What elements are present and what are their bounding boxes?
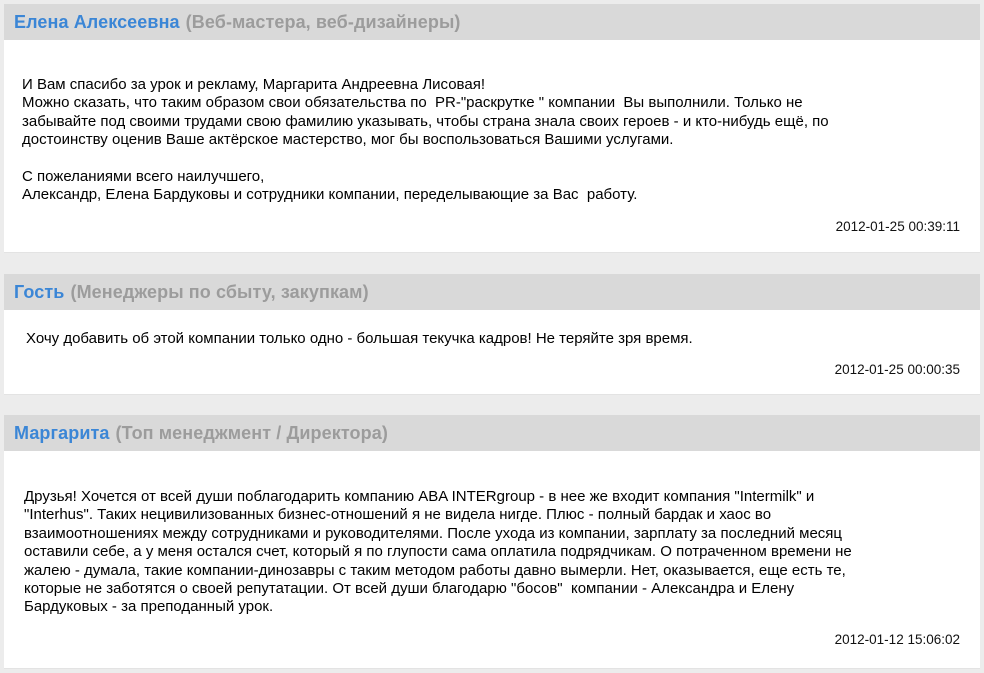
comment-header (4, 274, 980, 310)
comment-date: 2012-01-25 00:00:35 (834, 362, 960, 377)
comment-item (4, 4, 980, 253)
comment-author[interactable]: Маргарита (14, 422, 110, 443)
comment-date: 2012-01-12 15:06:02 (834, 632, 960, 647)
comment-text (4, 40, 980, 205)
comment-author[interactable]: Елена Алексеевна (14, 11, 180, 32)
comment-author-role: (Менеджеры по сбыту, закупкам) (70, 281, 369, 302)
comment-author[interactable]: Гость (14, 281, 65, 302)
comment-date: 2012-01-25 00:39:11 (835, 219, 960, 234)
comment-text (4, 451, 980, 617)
comment-author-role: (Веб-мастера, веб-дизайнеры) (185, 11, 461, 32)
comment-text-content: Хочу добавить об этой компании только одно - большая текучка кадров! Не теряйте зря время. (26, 330, 693, 347)
comment-text-content: Друзья! Хочется от всей души поблагодарить компанию ABA INTERgroup - в нее же входит компания "Intermilk" и "Interhus". Таких нецивилизованных бизнес-отношений я не видела нигде. Плюс - полный бардак и хаос во взаимоотношениях между сотрудниками и руководителями. После ухода из компании, зарплату за последний месяц оставили себе, а у меня остался счет, который я по глупости сама оплатила подрядчикам. О потраченном времени не жалею - думала, такие компании-динозавры с таким методом работы давно вымерли. Нет, оказывается, еще есть те, которые не заботятся о своей репутатации. От всей души благодарю "босов" компании - Александра и Елену Бардуковых - за преподанный урок. (24, 488, 852, 616)
comment-text-content: И Вам спасибо за урок и рекламу, Маргарита Андреевна Лисовая! Можно сказать, что таким образом свои обязательства по PR-"раскрутке " компании Вы выполнили. Только не забывайте под своими трудами свою фамилию указывать, чтобы страна знала своих героев - и кто-нибудь ещё, по достоинству оценив Ваше актёрское мастерство, мог бы воспользоваться Вашими услугами. С пожеланиями всего наилучшего, Александр, Елена Бардуковы и сотрудники компании, переделывающие за Вас работу. (22, 76, 829, 204)
comment-text (4, 310, 980, 348)
comment-header (4, 415, 980, 451)
comment-header (4, 4, 980, 40)
comment-author-role: (Топ менеджмент / Директора) (115, 422, 388, 443)
comment-item (4, 274, 980, 395)
comment-item (4, 415, 980, 669)
